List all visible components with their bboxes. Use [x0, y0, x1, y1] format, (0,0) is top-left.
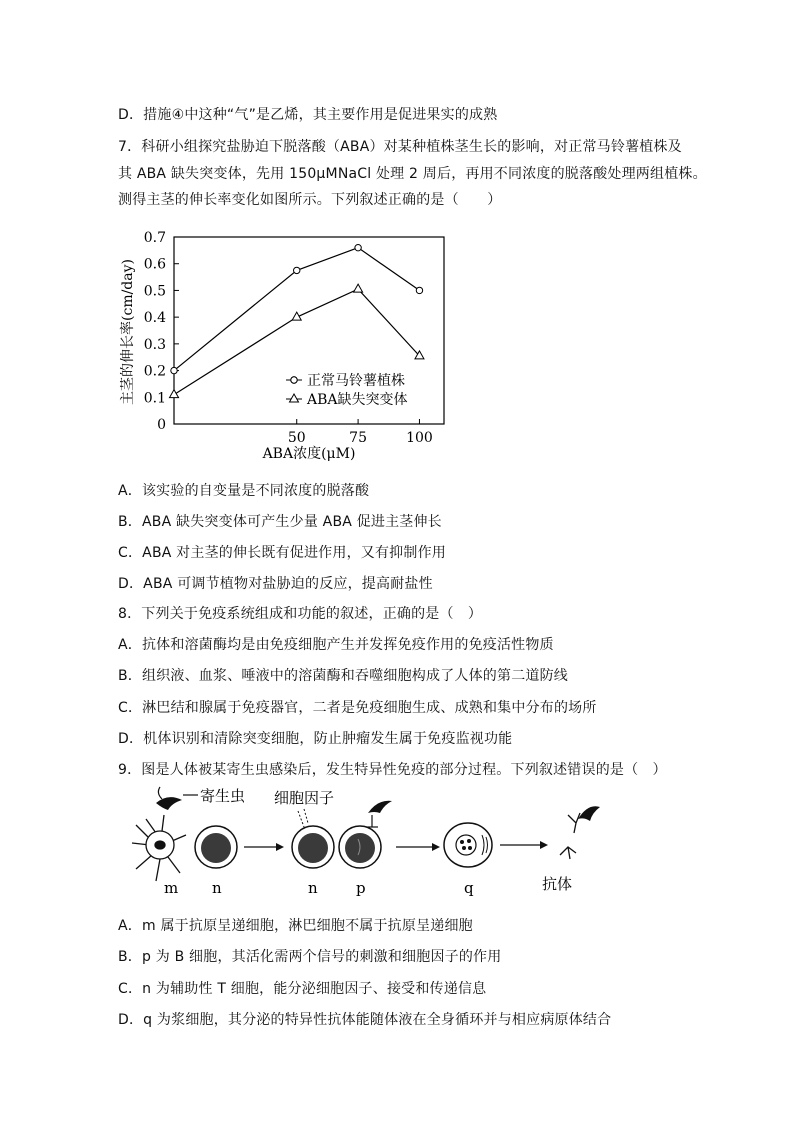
y-tick-label: 0.4 — [143, 310, 166, 327]
q7-option-d: D．ABA 可调节植物对盐胁迫的反应，提高耐盐性 — [118, 576, 433, 592]
data-point-normal — [355, 244, 361, 250]
q7-stem-line-1: 7．科研小组探究盐胁迫下脱落酸（ABA）对某种植株茎生长的影响，对正常马铃薯植株及 — [118, 139, 682, 155]
y-tick-label: 0 — [157, 417, 166, 433]
q7-stem-line-3: 测得主茎的伸长率变化如图所示。下列叙述正确的是（ ） — [118, 192, 502, 208]
q8-stem: 8．下列关于免疫系统组成和功能的叙述，正确的是（ ） — [118, 606, 483, 622]
q7-option-c: C．ABA 对主茎的伸长既有促进作用，又有抑制作用 — [118, 545, 446, 561]
legend-label-normal: 正常马铃薯植株 — [307, 373, 405, 389]
label-q: q — [464, 879, 474, 897]
q8-option-d: D．机体识别和清除突变细胞，防止肿瘤发生属于免疫监视功能 — [118, 731, 513, 747]
data-point-normal — [171, 367, 177, 373]
x-axis-label: ABA浓度(μM) — [262, 446, 356, 462]
q7-option-a: A．该实验的自变量是不同浓度的脱落酸 — [118, 483, 370, 499]
q6-option-d: D．措施④中这种“气”是乙烯，其主要作用是促进果实的成熟 — [118, 107, 498, 123]
q8-option-b: B．组织液、血浆、唾液中的溶菌酶和吞噬细胞构成了人体的第二道防线 — [118, 668, 569, 684]
antibody-label: 抗体 — [542, 875, 573, 893]
data-point-normal — [294, 267, 300, 273]
cytokine-label: 细胞因子 — [274, 789, 335, 807]
data-point-normal — [416, 287, 422, 293]
parasite-icon-3 — [578, 806, 600, 821]
cell-m-icon — [132, 815, 186, 881]
series-line-0 — [174, 248, 419, 371]
data-point-mutant — [170, 390, 179, 398]
x-tick-label: 100 — [406, 430, 433, 446]
cell-n-icon-2 — [292, 826, 334, 868]
label-n-2: n — [308, 879, 318, 897]
y-tick-label: 0.7 — [143, 230, 166, 246]
y-tick-label: 0.2 — [143, 363, 166, 380]
q8-option-c: C．淋巴结和腺属于免疫器官，二者是免疫细胞生成、成熟和集中分布的场所 — [118, 700, 597, 716]
arrow-icon-3 — [540, 841, 548, 849]
arrow-icon — [276, 843, 284, 851]
q9-stem: 9．图是人体被某寄生虫感染后，发生特异性免疫的部分过程。下列叙述错误的是（ ） — [118, 762, 667, 778]
y-tick-label: 0.6 — [143, 256, 166, 273]
label-n-1: n — [212, 879, 222, 897]
q7-stem-line-2: 其 ABA 缺失突变体，先用 150μMNaCl 处理 2 周后，再用不同浓度的脱落酸处理两组植株。 — [118, 166, 707, 182]
q9-option-a: A．m 属于抗原呈递细胞，淋巴细胞不属于抗原呈递细胞 — [118, 918, 473, 934]
arrow-icon-2 — [432, 843, 440, 851]
q9-option-c: C．n 为辅助性 T 细胞，能分泌细胞因子、接受和传递信息 — [118, 981, 487, 997]
q9-option-d: D．q 为浆细胞，其分泌的特异性抗体能随体液在全身循环并与相应病原体结合 — [118, 1012, 612, 1028]
parasite-icon-2 — [366, 801, 392, 827]
y-axis-label: 主茎的伸长率(cm/day) — [120, 259, 136, 405]
parasite-icon-1 — [156, 787, 182, 810]
y-tick-label: 0.5 — [143, 283, 166, 300]
cell-q-icon — [444, 823, 492, 867]
data-point-mutant — [354, 284, 363, 292]
antibody-icon — [560, 813, 580, 859]
y-tick-label: 0.3 — [143, 336, 166, 353]
legend-label-mutant: ABA缺失突变体 — [307, 392, 408, 408]
aba-elongation-chart — [118, 222, 458, 467]
q7-option-b: B．ABA 缺失突变体可产生少量 ABA 促进主茎伸长 — [118, 514, 442, 530]
legend-marker-mutant — [290, 394, 299, 402]
q8-option-a: A．抗体和溶菌酶均是由免疫细胞产生并发挥免疫作用的免疫活性物质 — [118, 637, 554, 653]
x-tick-label: 50 — [287, 430, 306, 446]
cell-p-icon — [339, 826, 381, 868]
q9-option-b: B．p 为 B 细胞，其活化需两个信号的刺激和细胞因子的作用 — [118, 949, 502, 965]
label-m: m — [164, 879, 179, 897]
cell-n-icon — [195, 826, 237, 868]
label-p: p — [356, 879, 366, 897]
y-tick-label: 0.1 — [143, 390, 166, 407]
chart-legend — [286, 372, 408, 408]
immune-process-diagram — [128, 785, 608, 900]
parasite-label: 寄生虫 — [200, 787, 246, 805]
x-tick-label: 75 — [349, 430, 368, 446]
